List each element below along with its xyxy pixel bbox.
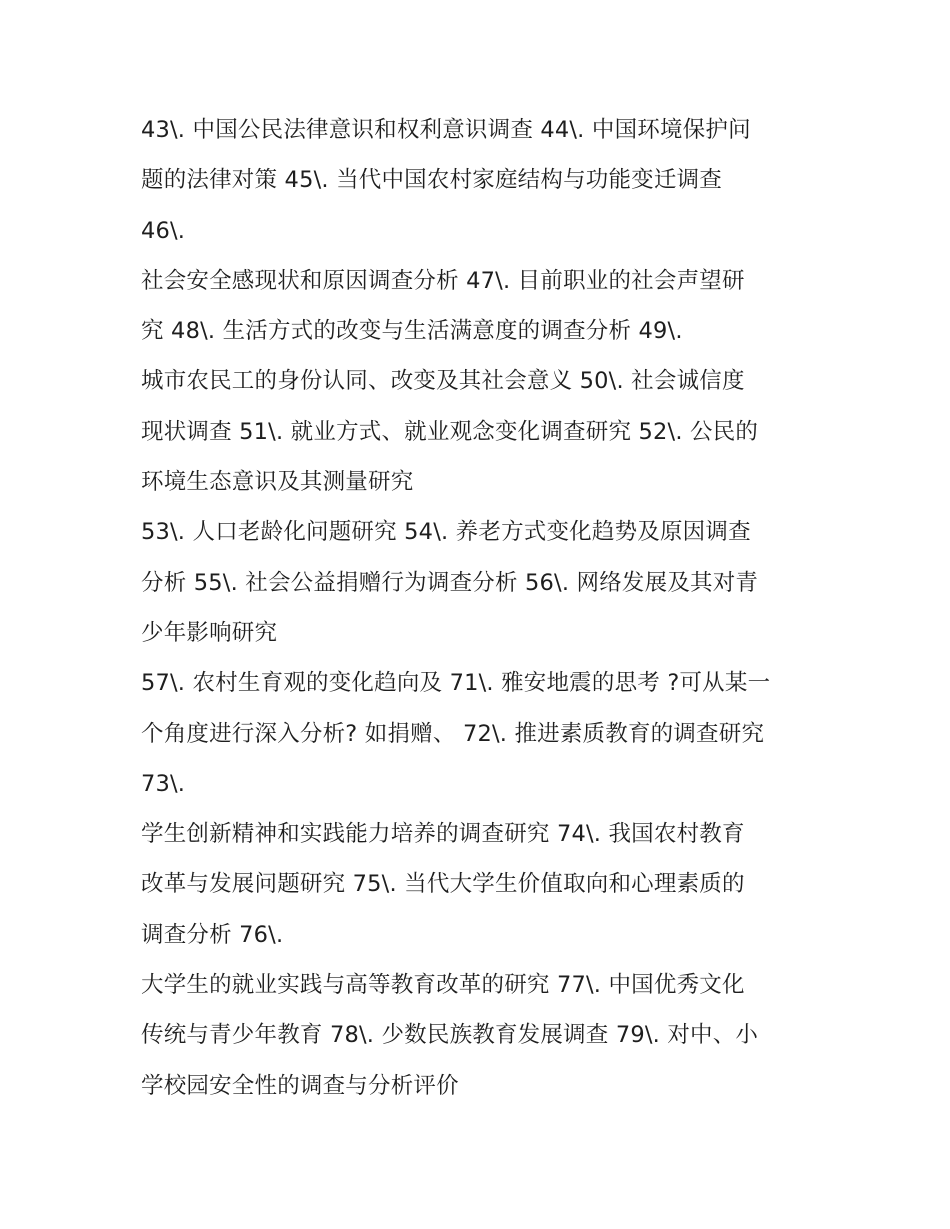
text-line: 大学生的就业实践与高等教育改革的研究 77\. 中国优秀文化	[141, 972, 745, 999]
text-line: 46\.	[141, 217, 186, 244]
text-line: 现状调查 51\. 就业方式、就业观念变化调查研究 52\. 公民的	[141, 418, 759, 445]
text-line: 少年影响研究	[141, 619, 278, 646]
text-line: 环境生态意识及其测量研究	[141, 469, 414, 496]
document-body	[141, 105, 821, 1111]
text-line: 43\. 中国公民法律意识和权利意识调查 44\. 中国环境保护问	[141, 117, 751, 143]
text-line: 53\. 人口老龄化问题研究 54\. 养老方式变化趋势及原因调查	[141, 519, 751, 546]
text-line: 分析 55\. 社会公益捐赠行为调查分析 56\. 网络发展及其对青	[141, 569, 759, 596]
text-line: 题的法律对策 45\. 当代中国农村家庭结构与功能变迁调查	[141, 167, 722, 194]
text-line: 学校园安全性的调查与分析评价	[141, 1072, 459, 1099]
text-line: 个角度进行深入分析? 如捐赠、 72\. 推进素质教育的调查研究	[141, 720, 765, 747]
text-line: 改革与发展问题研究 75\. 当代大学生价值取向和心理素质的	[141, 871, 745, 898]
text-line: 73\.	[141, 770, 186, 797]
text-line: 传统与青少年教育 78\. 少数民族教育发展调查 79\. 对中、小	[141, 1022, 759, 1049]
text-line: 城市农民工的身份认同、改变及其社会意义 50\. 社会诚信度	[141, 368, 745, 395]
text-line: 调查分析 76\.	[141, 921, 284, 948]
text-line: 57\. 农村生育观的变化趋向及 71\. 雅安地震的思考 ?可从某一	[141, 670, 771, 697]
text-line: 社会安全感现状和原因调查分析 47\. 目前职业的社会声望研	[141, 267, 745, 294]
text-line: 学生创新精神和实践能力培养的调查研究 74\. 我国农村教育	[141, 821, 745, 848]
text-line: 究 48\. 生活方式的改变与生活满意度的调查分析 49\.	[141, 318, 683, 345]
